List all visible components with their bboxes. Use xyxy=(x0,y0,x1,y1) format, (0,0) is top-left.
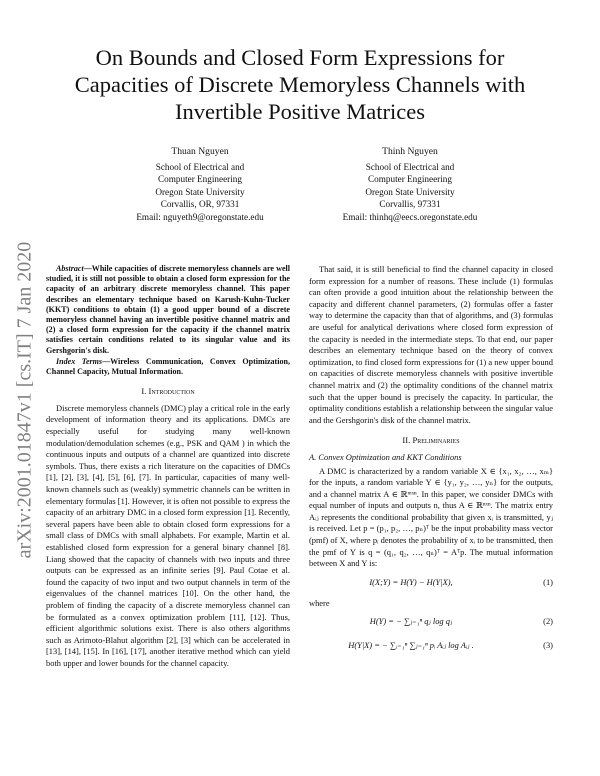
author-block-2 xyxy=(310,146,510,224)
equation-3 xyxy=(309,637,553,657)
equation-3-expression: H(Y|X) = − ∑ᵢ₌₁ⁿ ∑ⱼ₌₁ⁿ pᵢ Aᵢⱼ log Aᵢⱼ . xyxy=(348,640,474,651)
author-affiliation-line: Oregon State University xyxy=(155,186,245,197)
author-name: Thinh Nguyen xyxy=(382,146,438,157)
author-email: Email: nguyeth9@oregonstate.edu xyxy=(136,211,264,222)
equation-2-expression: H(Y) = − ∑ⱼ₌₁ⁿ qⱼ log qⱼ xyxy=(369,616,453,627)
section-heading-introduction: I. Introduction xyxy=(141,386,195,397)
author-affiliation-line: School of Electrical and xyxy=(155,161,245,172)
author-block-1 xyxy=(100,146,300,224)
paper-title xyxy=(40,44,560,125)
index-terms-label: Index Terms xyxy=(56,356,103,366)
arxiv-identifier: arXiv:2001.01847v1 [cs.IT] 7 Jan 2020 xyxy=(13,241,36,559)
equation-1-number: (1) xyxy=(543,576,553,587)
title-line-3: Invertible Positive Matrices xyxy=(175,99,425,124)
dmc-definition-paragraph: A DMC is characterized by a random variable X ∈ {x₁, x₂, …, xₘ} for the inputs, a random variable Y ∈ {y₁, y₂, …, yₙ} for the outputs, and a channel matrix A ∈ ℝᵐˣⁿ. In this paper, we consider DMCs with equal number of inputs and outputs n, thus A ∈ ℝⁿˣⁿ. The matrix entry Aᵢⱼ represents the conditional probability that given xᵢ is transmitted, yⱼ is received. Let p = (p₁, p₂, …, pₙ)ᵀ be the input probability mass vector (pmf) of X, where pᵢ denotes the probability of xᵢ to be transmitted, then the pmf of Y is q = (q₁, q₂, …, qₙ)ᵀ = Aᵀp. The mutual information between X and Y is: xyxy=(309,465,553,569)
introduction-paragraph: Discrete memoryless channels (DMC) play a critical role in the early development of information theory and its applications. DMCs are especially useful for studying many well-known modulation/demodulation schemes (e.g., PSK and QAM ) in which the continuous inputs and outputs of a channel are quantized into discrete symbols. Thus, there exists a rich literature on the capacities of DMCs [1], [2], [3], [4], [5], [6], [7]. In particular, capacities of many well-known channels such as (weakly) symmetric channels can be written in elementary formulas [1]. However, it is often not possible to express the capacity of an arbitrary DMC in a closed form expression [1]. Recently, several papers have been able to obtain closed form expressions for a small class of DMCs with small alphabets. For example, Martin et al. established closed form expression for a general binary channel [8]. Liang showed that the capacity of channels with two inputs and three outputs can be expressed as an infinite series [9]. Paul Cotae et al. found the capacity of two input and two output channels in term of the eigenvalues of the channel matrices [10]. On the other hand, the problem of finding the capacity of a discrete memoryless channel can be formulated as a convex optimization problem [11], [12]. Thus, efficient algorithmic solutions exist. There is also others algorithms such as Arimoto-Blahut algorithm [2], [3] which can be accelerated in [13], [14], [15]. In [16], [17], another iterative method which can yield both upper and lower bounds for the channel capacity. xyxy=(46,402,290,668)
index-terms xyxy=(46,357,290,377)
abstract-text: —While capacities of discrete memoryless channels are well studied, it is still not possible to obtain a closed form expression for the capacity of an arbitrary discrete memoryless channel. This paper describes an elementary technique based on Karush-Kuhn-Tucker (KKT) conditions to obtain (1) a good upper bound of a discrete memoryless channel having an invertible positive channel matrix and (2) a closed form expression for the capacity if the channel matrix satisfies certain conditions related to its singular value and its Gershgorin's disk. xyxy=(46,264,290,355)
abstract xyxy=(46,264,290,356)
where-text: where xyxy=(309,597,330,608)
equation-2 xyxy=(309,613,553,633)
author-email: Email: thinhq@eecs.oregonstate.edu xyxy=(342,211,478,222)
section-heading-preliminaries: II. Preliminaries xyxy=(402,435,460,446)
equation-2-number: (2) xyxy=(543,616,553,627)
author-affiliation-line: Corvallis, OR, 97331 xyxy=(160,199,240,210)
author-affiliation-line: Oregon State University xyxy=(365,186,455,197)
author-affiliation-line: Computer Engineering xyxy=(368,174,452,185)
title-line-1: On Bounds and Closed Form Expressions for xyxy=(95,45,505,70)
equation-1-expression: I(X;Y) = H(Y) − H(Y|X), xyxy=(369,576,453,587)
author-affiliation-line: School of Electrical and xyxy=(365,161,455,172)
right-column xyxy=(309,264,553,661)
motivation-paragraph: That said, it is still beneficial to find the channel capacity in closed form expression for a number of reasons. These include (1) formulas can often provide a good intuition about the relationship between the capacity and different channel parameters, (2) formulas offer a faster way to determine the capacity than that of algorithms, and (3) formulas are useful for analytical derivations where closed form expression of the capacity is needed in the intermediate steps. To that end, our paper describes an elementary technique based on the theory of convex optimization, to find closed form expressions for (1) a new upper bound on capacities of discrete memoryless channels with positive invertible channel matrix and (2) the optimality conditions of the channel matrix such that the upper bound is precisely the capacity. In particular, the optimality conditions establish a relationship between the singular value and the Gershgorin's disk of the channel matrix. xyxy=(309,264,553,425)
left-column xyxy=(46,264,290,669)
equation-1 xyxy=(309,574,553,594)
author-affiliation-line: Computer Engineering xyxy=(158,174,242,185)
title-line-2: Capacities of Discrete Memoryless Channels with xyxy=(74,72,526,97)
index-terms-text: —Wireless Communication, Convex Optimization, Channel Capacity, Mutual Information. xyxy=(46,356,290,377)
equation-3-number: (3) xyxy=(543,640,553,651)
arxiv-sidebar xyxy=(12,210,38,590)
author-affiliation-line: Corvallis, 97331 xyxy=(379,199,441,210)
subsection-heading: A. Convex Optimization and KKT Conditions xyxy=(309,451,462,462)
author-name: Thuan Nguyen xyxy=(171,146,229,157)
abstract-label: Abstract xyxy=(56,264,84,273)
